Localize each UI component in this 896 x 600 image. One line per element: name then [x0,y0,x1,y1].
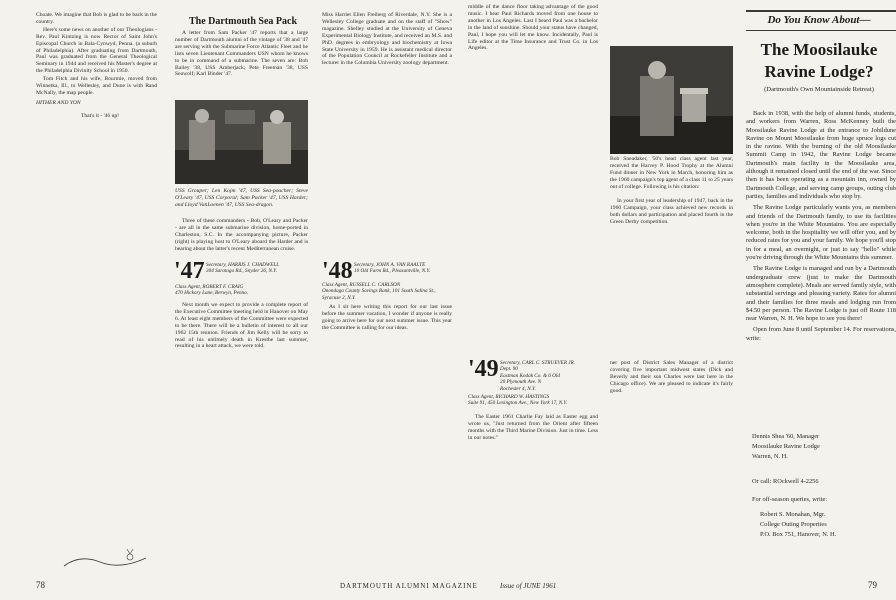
class-47-agent: Class Agent, ROBERT F. CRAIG 470 Hickory Lane, Berwyn, Penna. [175,284,249,297]
footer-magazine-title: DARTMOUTH ALUMNI MAGAZINE [340,582,478,590]
col1-heading: HITHER AND YON [36,99,81,106]
class-48-header: Secretary, JOHN A. VAN RAALTE 10 Old Farm Rd., Pleasantville, N.Y. [354,262,431,275]
moosilauke-kicker: Do You Know About— [767,14,871,26]
column-1 [36,12,157,532]
moosilauke-kicker-rule [746,30,896,31]
sneadaker-citation: In your first year of leadership of 1947, back in the 1960 Campaign, your class achieved new records in both dollars and participation and placed fourth in the Green Derby competition. [610,198,733,225]
class-49-header: Secretary, CARL C. STRUEVER JR. Dept. 90 Eastman Kodak Co. & 6 Old 20 Plymouth Ave. N Rochester 4, N.Y. [500,360,576,392]
sea-pack-body: Three of these commanders - Bob, O'Leary and Packer - are all in the same submarine division, home-ported in Charleston, S.C. In the accompanying picture, Packer (right) is playing host to O'Leary aboard the Harder and is hearing about the latter's recent Mediterranean cruise. [175,218,308,252]
class-47-header: Secretary, HARRIS J. CHADWELL 304 Saratoga Rd., Snyder 26, N.Y. [206,262,280,275]
sea-pack-title: The Dartmouth Sea Pack [188,16,298,27]
page-number-right: 79 [868,580,877,590]
class-47-year: '47 [174,258,205,284]
submarine-officers-photo [175,100,308,184]
col1-para-4: That's it - '46 up! [80,112,120,119]
moosilauke-top-rule [746,10,896,12]
moosilauke-offseason-label: For off-season queries, write: [752,496,828,503]
class-48-year: '48 [322,258,353,284]
sea-pack-intro: A letter from Sam Packer '47 reports that a large number of Dartmouth alumni of the vintage of '38 and '47 are serving with the Submarine Force Atlantic Fleet and he lists seven Lieutenant Commanders USN whom he knows to be in command of a submarine. The seven are: Bob Bailey '38, USS Amberjack; Pete Freeman '38, USS Seawolf; Karl Binder '47. [175,30,308,78]
sneadaker-photo-image [610,46,733,154]
class-48-agent: Class Agent, RUSSELL C. CARLSON Onondaga County Savings Bank, 101 South Salina St., Syracuse 2, N.Y. [322,282,436,301]
moosilauke-offseason: Robert S. Monahan, Mgr. College Outing Properties P.O. Box 751, Hanover, N. H. [760,511,837,538]
moosilauke-body: Back in 1938, with the help of alumni funds, students, and workers from Warren, Ross McKenney built the Moosilauke Ravine Lodge at the entrance to Jobildune Ravine on Mount Moosilauke from huge spruce logs cut in the ravine. With the burning of the old Moosilauke Summit Camp in 1942, the Ravine Lodge became Dartmouth's main facility in the Moosilauke area, although it remained closed until the end of the war. Since then it has been operating as a mountain inn, owned by Dartmouth College, and serving camp groups, outing club parties, families and individuals who stop by. The Ravine Lodge particularly wants you, as members and friends of the Dartmouth family, to use its facilities when you're in the White Mountains. You are especially welcome, both in the hospitality we will offer you, and by reduced rates for you and your family. We hope you'll stop in for a meal, an overnight, or just to say "hello" while you're driving through the White Mountains this summer. The Ravine Lodge is managed and run by a Dartmouth undergraduate crew (just to make the Dartmouth atmosphere complete). Meals are served family style, with substantial servings and pleasing variety. Rates for alumni and their families for three meals and lodging run from $4.50 per person. The Ravine Lodge is just off Route 118 near Warren, N. H. We hope to see you there! Open from June 8 until September 14. For reservations, write: [746,110,896,342]
column-4: middle of the dance floor taking advantage of the good music. I hear Paul Richards moved from one house to another in Los Angeles. Last I heard Paul was a bachelor in the land of sunshine. Should your status have changed, Paul, I hope you will let me know. Incidentally, Paul is Life editor at the Time Insurance and Trust Co. in Los Angeles. [468,4,598,52]
class-49-agent: Class Agent, RICHARD W. HASTINGS Suite 91, 450 Lexington Ave., New York 17, N.Y. [468,394,568,407]
photo-caption: USS Grouper; Len Kojm '47, USS Sea-poacher; Steve O'Leary '47, USS Corporal; Sam Packer '47, USS Harder; and Lloyd VanLoenen '47, USS Sea-dragon. [175,188,308,208]
moosilauke-title-1: The Moosilauke [760,40,878,59]
class-49-body: The Easter 1961 Charlie Fay laid as Easter egg and wrote us, "Just returned from the Orient after fifteen months with the Third Marine Division. Just in time. Less in our notes." [468,414,598,441]
page-number-left: 78 [36,580,45,590]
deer-cartoon-icon [60,548,150,570]
class-48-body: As I sit here writing this report for our last issue before the summer vacation, I wonder if anyone is really going to arrive here for our next summer issue. This year the Committee is calling for our ideas. [322,304,452,331]
moosilauke-subtitle: (Dartmouth's Own Mountainside Retreat) [764,86,874,93]
col1-ornament [60,548,150,570]
col1-para-3: Tom Fitch and his wife, Bourmie, moved from Winnetka, Ill., to Wellesley, and Dune is with Rand McNally, the map people. [36,76,157,96]
column-3: Miss Harriet Ellen Freiberg of Riverdale, N.Y. She is a Wellesley College graduate and on the staff of "Show" magazine. Shelley studied at the University of Geneva Experimental Biology Institute, and received an M.S. and PhD. degrees in embryology and biochemistry at Iowa State University in 1959. He is assistant medical director of the Population Council at Rockefeller Institute and a lecturer in the Columbia University zoology department. [322,12,452,67]
column-5: ner post of District Sales Manager of a district covering five important midwest states (Dick and Beverly and their son Charles were last here in the Chicago office). We are pleased to indicate it's fairly good. [610,360,733,394]
officers-photo-image [175,100,308,184]
sneadaker-photo [610,46,733,154]
moosilauke-title-2: Ravine Lodge? [764,62,874,81]
sneadaker-caption: Bob Sneadaker, '50's head class agent last year, received the Harvey P. Hood Trophy at the Alumni Fund dinner in New York in March, honoring him as the 1960 campaign's top agent of a class 11 to 25 years out of college. Following is his citation: [610,156,733,190]
footer-issue: Issue of JUNE 1961 [500,582,557,590]
class-47-body: Next month we expect to provide a complete report of the Executive Committee meeting held in Hanover on May 6. At least eight members of the Committee were expected to be there. There will be a bulletin of interest to all our 1962 15th reunion. Friends of Jim Kelly will be sorry to read of his untimely death in Kresthe last summer, resulting in a heart attack, we were told. [175,302,308,350]
col1-para-2: Here's some news on another of our Theologians - Rev. Paul Kintzing is now Rector of Saint John's Episcopal Church in Bala-Cynwyd, Penna. (a suburb of Philadelphia). After graduating from Dartmouth, Paul was graduated from the General Theological Seminary in 1944 and received his Master's degree at the Philadelphia Divinity School in 1950. [36,26,157,75]
moosilauke-call: Or call: ROckwell 4-2256 [752,478,819,485]
col1-para-1: Choate. We imagine that Bob is glad to be back in the country. [36,12,157,25]
class-49-year: '49 [468,356,499,382]
moosilauke-contact: Dennis Shea '60, Manager Moosilauke Ravine Lodge Warren, N. H. [752,433,820,460]
